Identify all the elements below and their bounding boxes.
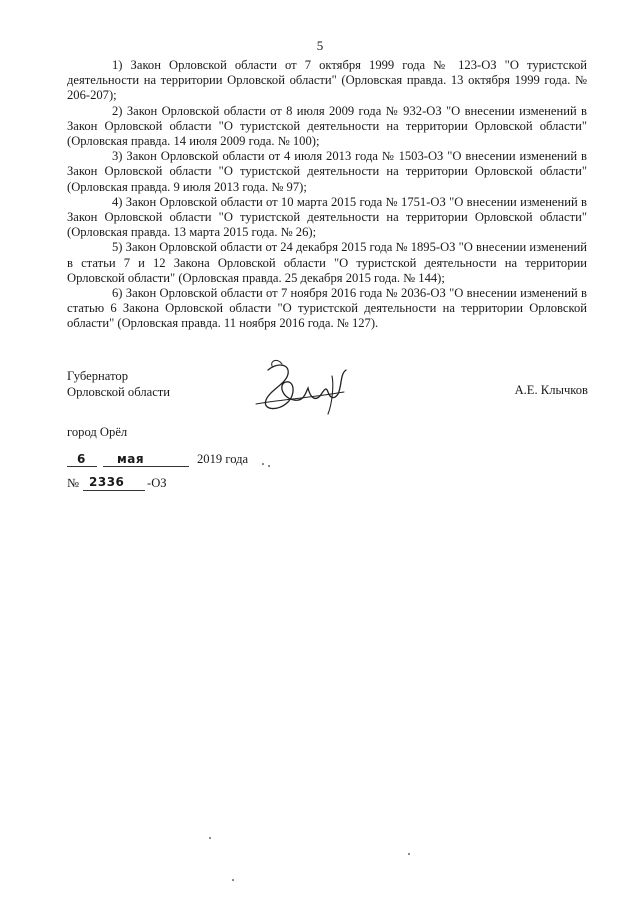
law-item: 1) Закон Орловской области от 7 октября 1999 года № 123-ОЗ "О туристской деятельности на территории Орловской области" (Орловская правда. 13 октября 1999 года. № 206-207); [67, 58, 587, 103]
month-underline [103, 466, 189, 467]
scan-speck [209, 837, 211, 839]
date-day: 6 [77, 452, 86, 466]
scan-speck [268, 465, 270, 467]
scan-speck [408, 853, 410, 855]
day-underline [67, 466, 97, 467]
law-item: 2) Закон Орловской области от 8 июля 2009 года № 932-ОЗ "О внесении изменений в Закон Орловской области "О туристской деятельности на территории Орловской области" (Орловская правда. 14 июля 2009 года. № 100); [67, 103, 587, 149]
scan-speck [232, 879, 234, 881]
city: город Орёл [67, 425, 128, 439]
date-year: 2019 года [197, 452, 249, 466]
page-number: 5 [316, 38, 324, 53]
signer-name: А.Е. Клычков [514, 383, 588, 397]
number-sign: № [67, 476, 80, 490]
signer-title [67, 368, 170, 400]
law-item: 6) Закон Орловской области от 7 ноября 2016 года № 2036-ОЗ "О внесении изменений в статью 6 Закона Орловской области "О туристской деятельности на территории Орловской области" (Орловская правда. 11 ноября 2016 года. № 127). [67, 286, 587, 331]
number-suffix: -ОЗ [147, 476, 167, 490]
law-item: 3) Закон Орловской области от 4 июля 2013 года № 1503-ОЗ "О внесении изменений в Закон Орловской области "О туристской деятельности на территории Орловской области" (Орловская правда. 9 июля 2013 года. № 97); [67, 149, 587, 194]
repealed-laws-list [67, 58, 587, 332]
law-item: 4) Закон Орловской области от 10 марта 2015 года № 1751-ОЗ "О внесении изменений в Закон Орловской области "О туристской деятельности на территории Орловской области" (Орловская правда. 13 марта 2015 года. № 26); [67, 194, 587, 240]
handwritten-signature [248, 356, 358, 418]
signer-title-line1: Губернатор [67, 369, 128, 383]
signer-title-line2: Орловской области [67, 385, 171, 399]
scan-speck [262, 463, 264, 465]
number-underline [83, 490, 145, 491]
date-month: мая [117, 452, 145, 466]
law-item: 5) Закон Орловской области от 24 декабря 2015 года № 1895-ОЗ "О внесении изменений в статьи 7 и 12 Закона Орловской области "О туристской деятельности на территории Орловской области" (Орловская правда. 25 декабря 2015 года. № 144); [67, 240, 587, 285]
number-value: 2336 [89, 475, 125, 489]
